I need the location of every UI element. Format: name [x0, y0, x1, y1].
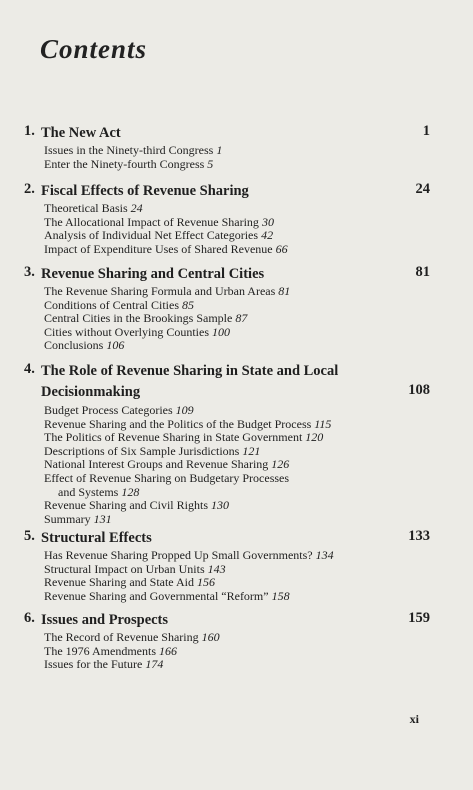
chapter-4 — [24, 361, 430, 526]
section-title: Conditions of Central Cities — [44, 297, 179, 312]
section-list — [44, 144, 430, 171]
section-page-number: 115 — [314, 416, 332, 431]
section-title: Issues in the Ninety-third Congress — [44, 143, 214, 157]
chapter-heading — [24, 181, 430, 201]
section-entry — [44, 202, 430, 216]
section-entry — [44, 590, 430, 604]
section-entry — [44, 431, 430, 445]
chapter-6 — [24, 610, 430, 672]
section-entry — [44, 576, 430, 590]
chapter-number: 3. — [24, 264, 35, 280]
section-title: Impact of Expenditure Uses of Shared Revenue — [44, 241, 273, 256]
section-list — [44, 202, 430, 256]
chapter-5 — [24, 528, 430, 603]
chapter-2 — [24, 181, 430, 256]
chapter-1 — [24, 123, 430, 171]
chapter-page-number: 159 — [408, 610, 430, 626]
section-title: The Record of Revenue Sharing — [44, 630, 199, 644]
section-page-number: 143 — [207, 561, 226, 576]
section-title: Central Cities in the Brookings Sample — [44, 311, 233, 326]
section-page-number: 109 — [175, 403, 194, 417]
section-entry — [44, 299, 430, 313]
chapter-number: 4. — [24, 361, 35, 377]
section-title: Descriptions of Six Sample Jurisdictions — [44, 443, 240, 458]
section-title: Theoretical Basis — [44, 201, 128, 215]
section-title: The Allocational Impact of Revenue Sharing — [44, 214, 259, 229]
section-entry — [44, 631, 430, 645]
section-entry — [44, 549, 430, 563]
section-title: Revenue Sharing and Governmental “Reform” — [44, 588, 269, 603]
section-page-number: 130 — [211, 498, 229, 513]
section-title: Revenue Sharing and Civil Rights — [44, 498, 208, 513]
section-page-number: 134 — [315, 548, 334, 562]
chapter-title: Structural Effects — [41, 530, 152, 546]
section-page-number: 166 — [158, 643, 177, 658]
chapter-title: The New Act — [41, 125, 121, 141]
section-page-number: 85 — [182, 297, 194, 312]
chapter-title: Revenue Sharing and Central Cities — [41, 266, 265, 282]
section-page-number: 66 — [275, 241, 288, 256]
section-page-number: 1 — [216, 143, 223, 157]
chapter-title — [41, 361, 371, 403]
chapter-page-number: 24 — [415, 181, 430, 197]
chapter-heading — [24, 610, 430, 630]
section-page-number: 126 — [271, 457, 290, 472]
section-entry — [44, 563, 430, 577]
section-title: Effect of Revenue Sharing on Budgetary Processes — [44, 470, 290, 485]
section-list — [44, 404, 430, 526]
chapter-title: Issues and Prospects — [41, 612, 169, 628]
chapter-heading — [24, 123, 430, 143]
section-title: Structural Impact on Urban Units — [44, 561, 205, 576]
section-list — [44, 631, 430, 672]
section-entry — [44, 658, 430, 672]
section-title: Revenue Sharing and the Politics of the Budget Process — [44, 416, 312, 431]
section-page-number: 158 — [271, 588, 290, 603]
chapter-page-number: 1 — [422, 123, 430, 139]
section-entry — [44, 144, 430, 158]
section-entry — [44, 472, 430, 486]
section-list — [44, 549, 430, 603]
section-list — [44, 285, 430, 353]
section-entry — [44, 458, 430, 472]
section-entry — [44, 645, 430, 659]
section-entry — [44, 404, 430, 418]
section-page-number: 121 — [242, 443, 261, 458]
section-entry — [44, 513, 430, 527]
section-entry — [44, 158, 430, 172]
chapter-title-line: Decisionmaking — [41, 384, 141, 400]
chapter-title-line: The Role of Revenue Sharing in State and Local — [41, 363, 339, 379]
section-title: Issues for the Future — [44, 657, 143, 672]
section-entry — [44, 312, 430, 326]
chapter-number: 6. — [24, 610, 35, 626]
section-entry — [44, 499, 430, 513]
section-title: Enter the Ninety-fourth Congress — [44, 156, 205, 171]
chapter-heading — [24, 264, 430, 284]
section-page-number: 100 — [212, 324, 230, 339]
section-title: Conclusions — [44, 338, 104, 353]
section-title: and Systems — [58, 484, 119, 499]
section-title: The Revenue Sharing Formula and Urban Areas — [44, 284, 276, 298]
section-title: Revenue Sharing and State Aid — [44, 575, 194, 590]
section-page-number: 30 — [261, 214, 274, 229]
section-page-number: 81 — [278, 284, 291, 298]
section-entry — [44, 339, 430, 353]
section-title: The 1976 Amendments — [44, 643, 156, 658]
chapter-heading — [24, 361, 430, 403]
chapter-3 — [24, 264, 430, 353]
section-entry — [44, 445, 430, 459]
chapter-heading — [24, 528, 430, 548]
section-title: Summary — [44, 511, 91, 526]
page-title: Contents — [40, 34, 148, 64]
chapter-title: Fiscal Effects of Revenue Sharing — [41, 183, 249, 199]
section-entry — [44, 216, 430, 230]
section-entry — [44, 326, 430, 340]
chapter-number: 5. — [24, 528, 35, 544]
section-page-number: 106 — [106, 338, 125, 353]
section-entry — [44, 229, 430, 243]
section-entry-continued — [44, 486, 430, 500]
section-page-number: 42 — [261, 228, 274, 243]
chapter-page-number: 81 — [415, 264, 430, 280]
section-title: Has Revenue Sharing Propped Up Small Governments? — [44, 548, 313, 562]
section-page-number: 24 — [130, 201, 143, 215]
chapter-page-number: 108 — [408, 382, 430, 398]
section-entry — [44, 418, 430, 432]
section-page-number: 5 — [207, 156, 214, 171]
page-folio: xi — [409, 712, 419, 726]
section-title: Analysis of Individual Net Effect Categories — [44, 228, 259, 243]
section-page-number: 160 — [201, 630, 220, 644]
section-entry — [44, 243, 430, 257]
section-page-number: 174 — [145, 657, 164, 672]
section-page-number: 87 — [235, 311, 248, 326]
section-page-number: 156 — [196, 575, 215, 590]
section-title: Cities without Overlying Counties — [44, 324, 209, 339]
section-page-number: 131 — [93, 511, 112, 526]
chapter-number: 2. — [24, 181, 35, 197]
section-page-number: 128 — [121, 484, 140, 499]
section-entry — [44, 285, 430, 299]
chapter-page-number: 133 — [408, 528, 430, 544]
section-title: The Politics of Revenue Sharing in State Government — [44, 430, 303, 445]
section-title: Budget Process Categories — [44, 403, 173, 417]
section-page-number: 120 — [305, 430, 324, 445]
section-title: National Interest Groups and Revenue Sharing — [44, 457, 269, 472]
chapter-number: 1. — [24, 123, 35, 139]
